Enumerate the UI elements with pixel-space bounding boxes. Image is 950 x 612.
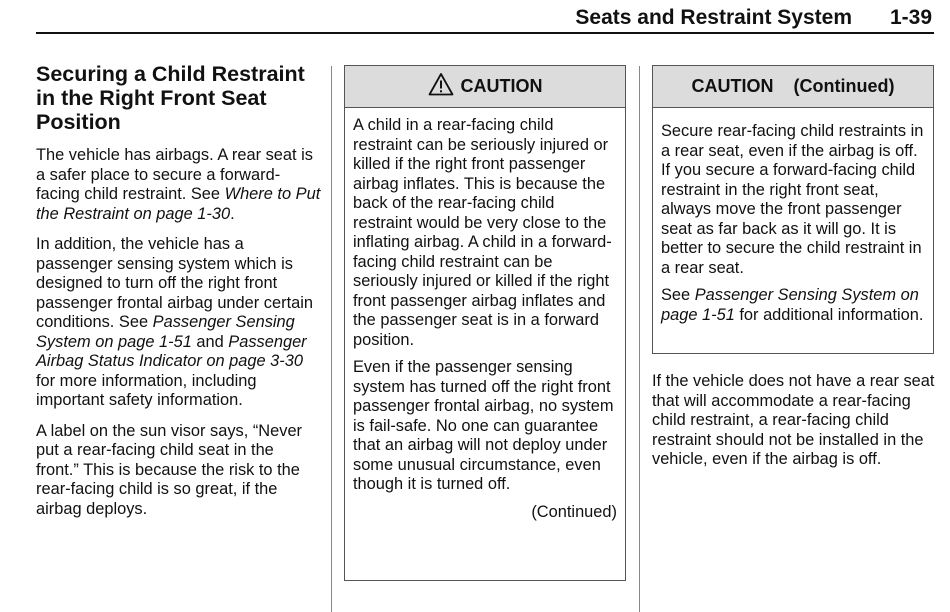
cross-reference-link[interactable]: Passenger Sensing System on page 1-51 [36, 313, 295, 351]
cross-reference-link[interactable]: Passenger Airbag Status Indicator on page 3-30 [36, 332, 307, 370]
caution-paragraph: A child in a rear-facing child restraint can be seriously injured or killed if the right front passenger airbag inflates. This is because the back of the rear-facing child restraint would be very close to the inflating airbag. A child in a forward-facing child restraint can be seriously injured or killed if the right front passenger airbag inflates and the passenger seat is in a forward position. [353, 116, 612, 349]
paragraph-sun-visor: A label on the sun visor says, “Never put a rear-facing child seat in the front.” This is because the risk to the rear-facing child is so great, if the airbag deploys. [36, 421, 303, 518]
paragraph-text: for additional information. [734, 305, 924, 324]
caution-paragraph [661, 286, 925, 325]
paragraph-text: . [230, 204, 235, 223]
caution-box [344, 65, 626, 581]
page-header [36, 0, 934, 34]
caution-title: CAUTION (Continued) [691, 76, 895, 96]
section-title: Seats and Restraint System [575, 6, 852, 29]
column-divider [639, 66, 640, 612]
warning-triangle-icon [428, 72, 454, 96]
section-heading: Securing a Child Restraint in the Right Front Seat Position [36, 62, 305, 134]
page-number: 1-39 [889, 6, 932, 29]
column-divider [331, 66, 332, 612]
paragraph-text: In addition, the vehicle has a passenger sensing system which is designed to turn off the right front passenger frontal airbag under certain conditions. See [36, 235, 313, 331]
paragraph-airbags [36, 146, 321, 224]
cross-reference-link[interactable]: Passenger Sensing System on page 1-51 [661, 286, 919, 324]
cross-reference-link[interactable]: Where to Put the Restraint on page 1-30 [36, 185, 321, 223]
paragraph-sensing-system [36, 235, 321, 411]
caution-body [653, 108, 933, 339]
caution-header [653, 66, 933, 108]
paragraph-text: and [191, 332, 229, 351]
caution-body [345, 108, 625, 528]
caution-paragraph: Secure rear-facing child restraints in a rear seat, even if the airbag is off. If you secure a forward-facing child restraint in the right front seat, always move the front passenger seat as far back as it will go. It is better to secure the child restraint in a rear seat. [661, 122, 924, 277]
right-column-text [652, 372, 936, 481]
continued-label: (Continued) [531, 502, 617, 521]
caution-header [345, 66, 625, 108]
paragraph-text: for more information, including important safety information. [36, 371, 257, 409]
paragraph-text: See [661, 286, 695, 304]
left-column [36, 62, 321, 530]
caution-paragraph: Even if the passenger sensing system has turned off the right front passenger frontal airbag, no system is fail-safe. No one can guarantee that an airbag will not deploy under some unusual circumstance, even though it is turned off. [353, 358, 614, 493]
caution-box-continued [652, 65, 934, 354]
caution-title: CAUTION [460, 76, 543, 96]
paragraph-text: The vehicle has airbags. A rear seat is a safer place to secure a forward-facing child restraint. See [36, 146, 313, 203]
paragraph-no-rear-seat: If the vehicle does not have a rear seat that will accommodate a rear-facing child restraint, a rear-facing child restraint should not be installed in the vehicle, even if the airbag is off. [652, 372, 935, 468]
